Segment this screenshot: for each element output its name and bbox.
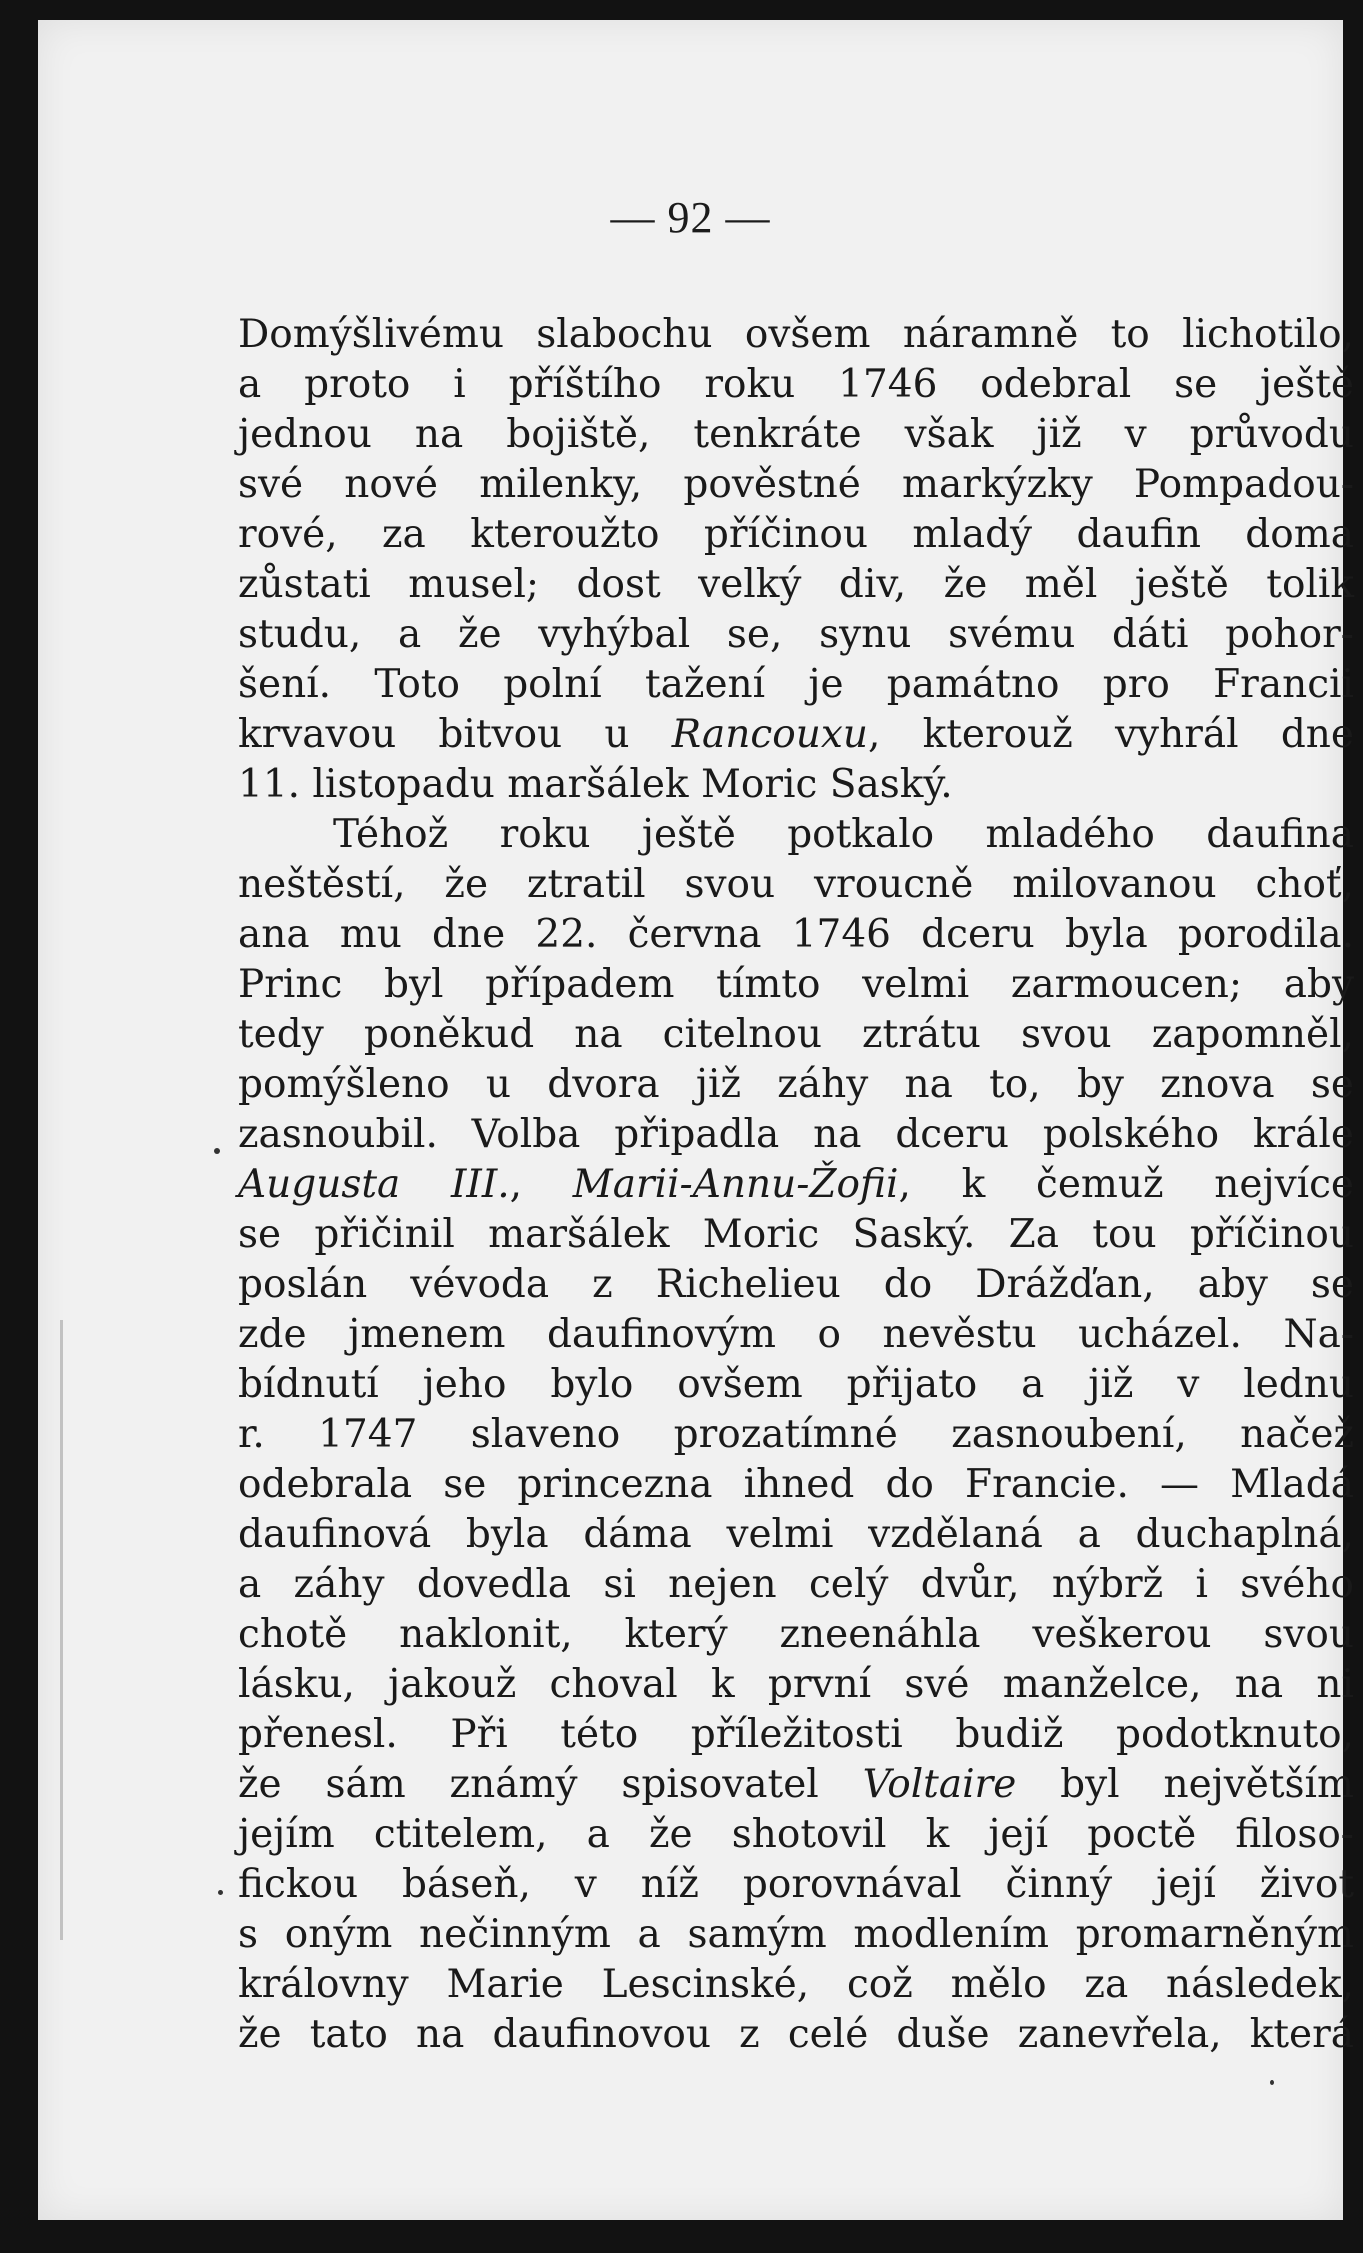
- page-number: — 92 —: [610, 193, 771, 242]
- text-line: r. 1747 slaveno prozatímné zasnoubení, načež: [238, 1412, 1354, 1457]
- text-line: zde jmenem daufinovým o nevěstu ucházel. Na-: [238, 1312, 1354, 1357]
- paper-speck: [1270, 2080, 1274, 2085]
- text-line: a proto i příštího roku 1746 odebral se ještě: [238, 362, 1354, 407]
- text-run: , k čemuž nejvíce: [898, 1162, 1354, 1207]
- text-line: šení. Toto polní tažení je památno pro Francii: [238, 662, 1354, 707]
- text-line: jejím ctitelem, a že shotovil k její poctě filoso-: [238, 1812, 1354, 1857]
- text-line: [238, 1160, 1354, 1210]
- text-line: chotě naklonit, který zneenáhla veškerou svou: [238, 1612, 1354, 1657]
- paper-speck: [218, 1890, 223, 1895]
- text-run: ,: [509, 1162, 573, 1207]
- book-page: [38, 20, 1354, 2220]
- text-line: daufinová byla dáma velmi vzdělaná a duchaplná,: [238, 1512, 1354, 1557]
- italic-place-name: Rancouxu: [671, 712, 868, 757]
- italic-name: Voltaire: [862, 1762, 1017, 1807]
- text-line: své nové milenky, pověstné markýzky Pompadou-: [238, 462, 1354, 507]
- text-line: Téhož roku ještě potkalo mladého daufina: [333, 812, 1354, 857]
- text-line: ana mu dne 22. června 1746 dceru byla porodila.: [238, 912, 1354, 957]
- text-line: královny Marie Lescinské, což mělo za následek,: [238, 1962, 1354, 2007]
- text-line: odebrala se princezna ihned do Francie. — Mladá: [238, 1462, 1354, 1507]
- text-line: rové, za kteroužto příčinou mladý daufin doma: [238, 512, 1354, 557]
- text-line: zůstati musel; dost velký div, že měl ještě tolik: [238, 562, 1354, 607]
- text-line: fickou báseň, v níž porovnával činný její život: [238, 1862, 1354, 1907]
- text-run: krvavou bitvou u: [238, 712, 672, 757]
- text-line: přenesl. Při této příležitosti budiž podotknuto,: [238, 1712, 1354, 1757]
- page-edge-shadow: [60, 1320, 63, 1940]
- italic-name: Marii-Annu-Žofii: [572, 1162, 899, 1207]
- text-line: že tato na daufinovou z celé duše zanevřela, která: [238, 2012, 1354, 2057]
- text-line: 11. listopadu maršálek Moric Saský.: [238, 762, 953, 807]
- text-line: studu, a že vyhýbal se, synu svému dáti pohor-: [238, 612, 1354, 657]
- text-line: s oným nečinným a samým modlením promarněným: [238, 1912, 1354, 1957]
- text-line: bídnutí jeho bylo ovšem přijato a již v lednu: [238, 1362, 1354, 1407]
- text-line: [238, 710, 1354, 760]
- text-line: Princ byl případem tímto velmi zarmoucen; aby: [238, 962, 1354, 1007]
- text-run: že sám známý spisovatel: [238, 1762, 863, 1807]
- text-line: neštěstí, že ztratil svou vroucně milovanou choť,: [238, 862, 1354, 907]
- text-line: pomýšleno u dvora již záhy na to, by znova se: [238, 1062, 1354, 1107]
- text-line: [238, 1760, 1354, 1810]
- text-line: lásku, jakouž choval k první své manželce, na ni: [238, 1662, 1354, 1707]
- text-line: Domýšlivému slabochu ovšem náramně to lichotilo,: [238, 312, 1354, 357]
- paper-speck: [214, 1148, 220, 1154]
- text-line: tedy poněkud na citelnou ztrátu svou zapomněl,: [238, 1012, 1354, 1057]
- text-line: zasnoubil. Volba připadla na dceru polského krále: [238, 1112, 1354, 1157]
- page-body-text: [238, 310, 1354, 2060]
- text-line: a záhy dovedla si nejen celý dvůr, nýbrž i svého: [238, 1562, 1354, 1607]
- text-run: , kterouž vyhrál dne: [867, 712, 1354, 757]
- text-line: se přičinil maršálek Moric Saský. Za tou příčinou: [238, 1212, 1354, 1257]
- text-run: byl největším: [1016, 1762, 1354, 1807]
- italic-name: Augusta III.: [238, 1162, 510, 1207]
- text-line: jednou na bojiště, tenkráte však již v průvodu: [238, 412, 1354, 457]
- text-line: poslán vévoda z Richelieu do Drážďan, aby se: [238, 1262, 1354, 1307]
